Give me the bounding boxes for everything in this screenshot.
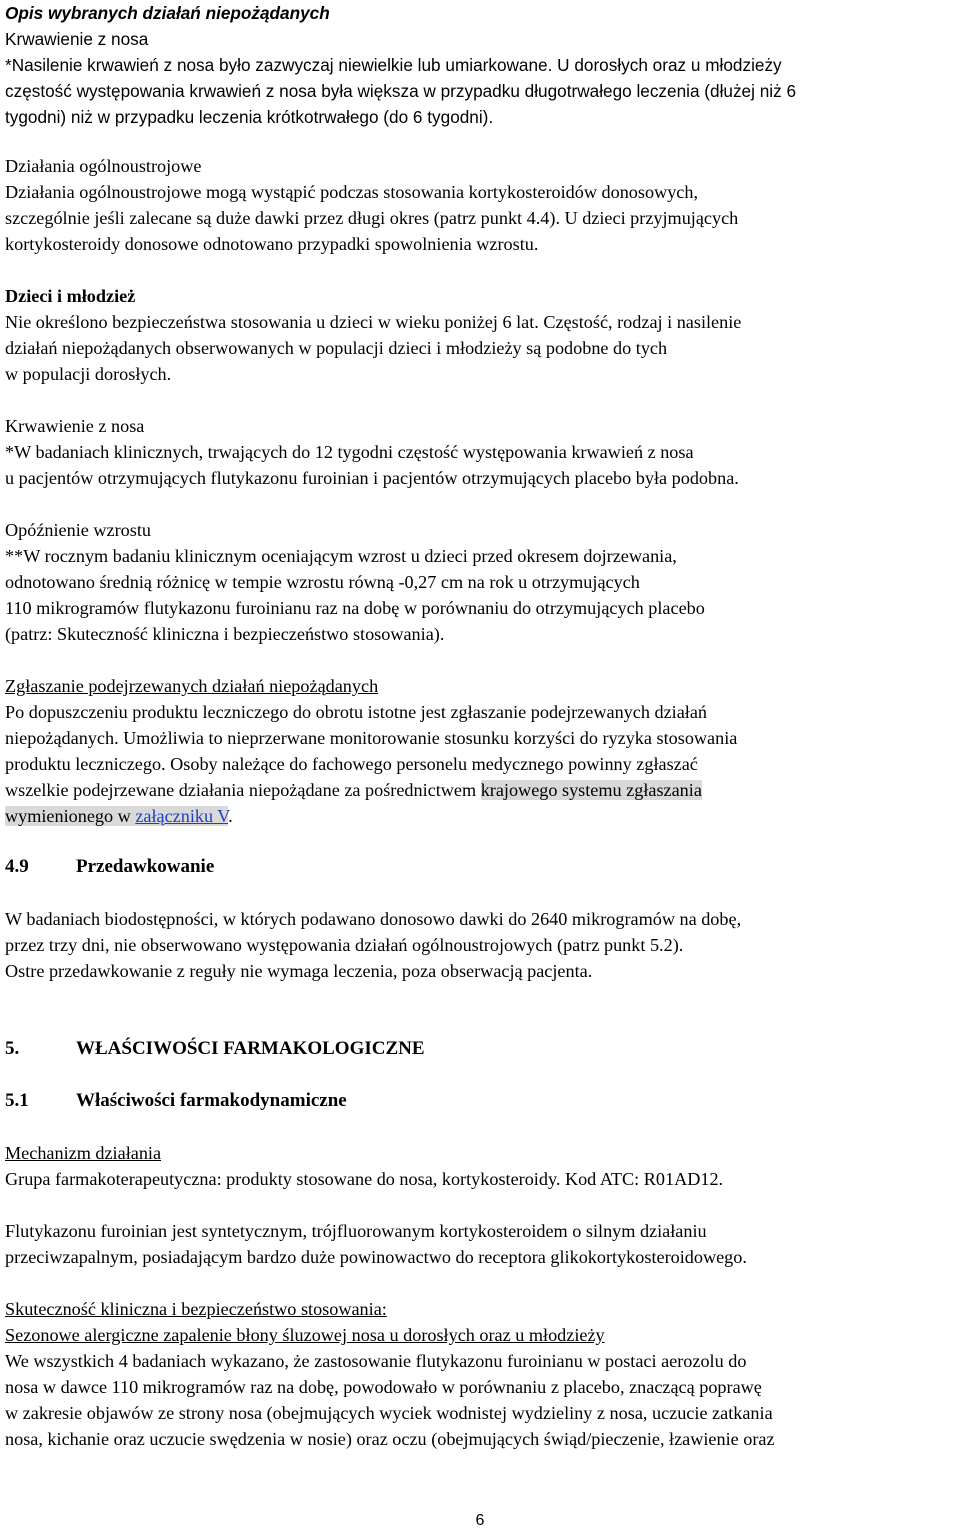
- text-line: Flutykazonu furoinian jest syntetycznym, trójfluorowanym kortykosteroidem o silnym działaniu: [5, 1221, 707, 1241]
- heading-number: 5.: [5, 1038, 20, 1059]
- section-title: Działania ogólnoustrojowe: [5, 156, 202, 176]
- page-number: 6: [475, 1512, 485, 1529]
- heading-title: Właściwości farmakodynamiczne: [76, 1090, 347, 1111]
- highlighted-text: wymienionego w: [5, 806, 136, 826]
- text-plain: wszelkie podejrzewane działania niepożądane za pośrednictwem: [5, 780, 481, 800]
- section-title: Mechanizm działania: [5, 1143, 162, 1163]
- text-line: nosa, kichanie oraz uczucie swędzenia w nosie) oraz oczu (obejmujących świąd/pieczenie, łzawienie oraz: [5, 1429, 775, 1449]
- text-line: szczególnie jeśli zalecane są duże dawki przez długi okres (patrz punkt 4.4). U dzieci przyjmujących: [5, 208, 739, 228]
- section-systemic-effects: [5, 153, 957, 257]
- section-title: Dzieci i młodzież: [5, 286, 136, 306]
- highlighted-text: krajowego systemu zgłaszania: [480, 780, 702, 800]
- text-line: Nie określono bezpieczeństwa stosowania u dzieci w wieku poniżej 6 lat. Częstość, rodzaj i nasilenie: [5, 312, 742, 332]
- section-title: Opis wybranych działań niepożądanych: [5, 3, 330, 23]
- section-growth-retardation: [5, 517, 957, 647]
- text-line: przeciwzapalnym, posiadającym bardzo duże powinowactwo do receptora glikokortykosteroidowego.: [5, 1247, 747, 1267]
- heading-5: [5, 1036, 957, 1062]
- text-line: We wszystkich 4 badaniach wykazano, że zastosowanie flutykazonu furoinianu w postaci aerozolu do: [5, 1351, 747, 1371]
- heading-title: WŁAŚCIWOŚCI FARMAKOLOGICZNE: [76, 1038, 425, 1059]
- text-line: **W rocznym badaniu klinicznym oceniającym wzrost u dzieci przed okresem dojrzewania,: [5, 546, 677, 566]
- text-line: w zakresie objawów ze strony nosa (obejmujących wyciek wodnistej wydzieliny z nosa, uczucie zatkania: [5, 1403, 773, 1423]
- text-plain: .: [228, 806, 233, 826]
- text-line: przez trzy dni, nie obserwowano występowania działań ogólnoustrojowych (patrz punkt 5.2).: [5, 935, 684, 955]
- text-line: działań niepożądanych obserwowanych w populacji dzieci i młodzieży są podobne do tych: [5, 338, 668, 358]
- section-title: Skuteczność kliniczna i bezpieczeństwo stosowania:: [5, 1299, 387, 1319]
- text-line: Po dopuszczeniu produktu leczniczego do obrotu istotne jest zgłaszanie podejrzewanych działań: [5, 702, 707, 722]
- heading-5-1: [5, 1088, 957, 1114]
- section-selected-adverse-reactions: [5, 0, 957, 130]
- text-line: tygodni) niż w przypadku leczenia krótkotrwałego (do 6 tygodni).: [5, 107, 494, 127]
- text-line: nosa w dawce 110 mikrogramów raz na dobę, powodowało w porównaniu z placebo, znaczącą poprawę: [5, 1377, 762, 1397]
- section-title: Krwawienie z nosa: [5, 416, 145, 436]
- section-children-adolescents: [5, 283, 957, 387]
- text-line: u pacjentów otrzymujących flutykazonu furoinian i pacjentów otrzymujących placebo była podobna.: [5, 468, 739, 488]
- section-reporting: [5, 673, 957, 829]
- heading-number: 4.9: [5, 856, 29, 877]
- text-line: w populacji dorosłych.: [5, 364, 172, 384]
- section-epistaxis: [5, 413, 957, 491]
- section-title: Opóźnienie wzrostu: [5, 520, 151, 540]
- text-line: produktu leczniczego. Osoby należące do fachowego personelu medycznego powinny zgłaszać: [5, 754, 698, 774]
- text-line: Działania ogólnoustrojowe mogą wystąpić podczas stosowania kortykosteroidów donosowych,: [5, 182, 699, 202]
- section-5-1-heading: [5, 1088, 957, 1114]
- annex-v-link[interactable]: załączniku V: [135, 806, 229, 826]
- section-overdose-heading: [5, 854, 957, 880]
- text-line: Ostre przedawkowanie z reguły nie wymaga leczenia, poza obserwacją pacjenta.: [5, 961, 593, 981]
- text-line: W badaniach biodostępności, w których podawano donosowo dawki do 2640 mikrogramów na dobę,: [5, 909, 742, 929]
- text-line: *W badaniach klinicznych, trwających do 12 tygodni częstość występowania krwawień z nosa: [5, 442, 694, 462]
- section-overdose-body: [5, 906, 957, 984]
- text-line: częstość występowania krwawień z nosa była większa w przypadku długotrwałego leczenia (dłużej niż 6: [5, 81, 797, 101]
- text-line: niepożądanych. Umożliwia to nieprzerwane monitorowanie stosunku korzyści do ryzyka stosowania: [5, 728, 738, 748]
- heading-number: 5.1: [5, 1090, 29, 1111]
- text-line: [5, 777, 957, 803]
- section-5-heading: [5, 1036, 957, 1062]
- section-clinical-efficacy: [5, 1296, 957, 1452]
- section-subtitle: Krwawienie z nosa: [5, 29, 149, 49]
- heading-title: Przedawkowanie: [76, 856, 215, 877]
- text-line: Grupa farmakoterapeutyczna: produkty stosowane do nosa, kortykosteroidy. Kod ATC: R01AD12.: [5, 1169, 724, 1189]
- text-line: kortykosteroidy donosowe odnotowano przypadki spowolnienia wzrostu.: [5, 234, 539, 254]
- section-title: Zgłaszanie podejrzewanych działań niepożądanych: [5, 676, 379, 696]
- section-fluticasone: [5, 1218, 957, 1270]
- text-line: (patrz: Skuteczność kliniczna i bezpieczeństwo stosowania).: [5, 624, 445, 644]
- section-subtitle: Sezonowe alergiczne zapalenie błony śluzowej nosa u dorosłych oraz u młodzieży: [5, 1325, 605, 1345]
- heading-4-9: [5, 854, 957, 880]
- text-line: 110 mikrogramów flutykazonu furoinianu raz na dobę w porównaniu do otrzymujących placebo: [5, 598, 705, 618]
- text-line: *Nasilenie krwawień z nosa było zazwyczaj niewielkie lub umiarkowane. U dorosłych oraz u młodzieży: [5, 55, 782, 75]
- text-line: [5, 803, 957, 829]
- section-mechanism: [5, 1140, 957, 1192]
- text-line: odnotowano średnią różnicę w tempie wzrostu równą -0,27 cm na rok u otrzymujących: [5, 572, 640, 592]
